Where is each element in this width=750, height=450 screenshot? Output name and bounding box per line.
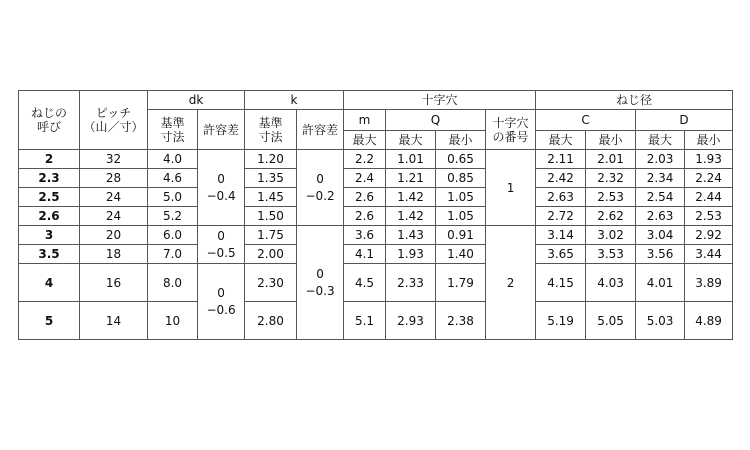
header-pitch: ピッチ （山／寸）	[80, 91, 148, 150]
cell-q-min: 1.05	[436, 188, 486, 207]
cell-c-max: 5.19	[536, 302, 586, 340]
cell-pitch: 24	[80, 207, 148, 226]
cell-d-max: 3.56	[636, 245, 685, 264]
cell-dk-tolerance: 0 −0.6	[198, 264, 245, 340]
cell-q-max: 1.21	[386, 169, 436, 188]
table-row	[19, 245, 733, 264]
cell-c-min: 4.03	[586, 264, 636, 302]
cell-m: 2.6	[344, 207, 386, 226]
cell-q-min: 1.05	[436, 207, 486, 226]
cell-dk: 10	[148, 302, 198, 340]
cell-c-max: 2.42	[536, 169, 586, 188]
cell-k: 1.75	[245, 226, 297, 245]
cell-q-max: 1.42	[386, 207, 436, 226]
screw-dimension-table	[18, 90, 733, 340]
cell-d-min: 2.44	[685, 188, 733, 207]
cell-m: 4.1	[344, 245, 386, 264]
cell-dk: 8.0	[148, 264, 198, 302]
cell-m: 2.4	[344, 169, 386, 188]
cell-c-max: 4.15	[536, 264, 586, 302]
header-dk-tolerance: 許容差	[198, 110, 245, 150]
header-thread-diameter: ねじ径	[536, 91, 733, 110]
cell-dk: 4.6	[148, 169, 198, 188]
cell-k-tolerance: 0 −0.3	[297, 226, 344, 340]
cell-d-min: 4.89	[685, 302, 733, 340]
header-m: m	[344, 110, 386, 131]
header-k-basic: 基準 寸法	[245, 110, 297, 150]
cell-d-max: 4.01	[636, 264, 685, 302]
table-row	[19, 264, 733, 302]
cell-dk-tolerance: 0 −0.4	[198, 150, 245, 226]
cell-pitch: 32	[80, 150, 148, 169]
cell-c-min: 3.02	[586, 226, 636, 245]
cell-m: 4.5	[344, 264, 386, 302]
cell-k: 2.00	[245, 245, 297, 264]
cell-c-min: 2.62	[586, 207, 636, 226]
cell-d-min: 2.92	[685, 226, 733, 245]
cell-size: 2	[19, 150, 80, 169]
cell-d-min: 1.93	[685, 150, 733, 169]
cell-recess-number: 2	[486, 226, 536, 340]
table-row	[19, 302, 733, 340]
cell-d-max: 2.54	[636, 188, 685, 207]
cell-q-min: 0.91	[436, 226, 486, 245]
table-row	[19, 169, 733, 188]
cell-c-max: 3.14	[536, 226, 586, 245]
cell-c-min: 2.32	[586, 169, 636, 188]
cell-c-min: 2.53	[586, 188, 636, 207]
cell-c-min: 2.01	[586, 150, 636, 169]
cell-k: 1.20	[245, 150, 297, 169]
cell-q-max: 2.33	[386, 264, 436, 302]
cell-size: 3.5	[19, 245, 80, 264]
cell-q-min: 1.40	[436, 245, 486, 264]
cell-c-max: 2.11	[536, 150, 586, 169]
header-nominal: ねじの 呼び	[19, 91, 80, 150]
header-q: Q	[386, 110, 486, 131]
cell-pitch: 20	[80, 226, 148, 245]
header-d-min: 最小	[685, 131, 733, 150]
header-d-max: 最大	[636, 131, 685, 150]
cell-q-max: 1.01	[386, 150, 436, 169]
cell-size: 2.3	[19, 169, 80, 188]
cell-q-max: 2.93	[386, 302, 436, 340]
cell-q-min: 1.79	[436, 264, 486, 302]
cell-k-tolerance: 0 −0.2	[297, 150, 344, 226]
cell-d-max: 3.04	[636, 226, 685, 245]
header-dk-basic: 基準 寸法	[148, 110, 198, 150]
cell-size: 2.5	[19, 188, 80, 207]
header-q-max: 最大	[386, 131, 436, 150]
header-d: D	[636, 110, 733, 131]
header-k-tolerance: 許容差	[297, 110, 344, 150]
cell-m: 2.6	[344, 188, 386, 207]
cell-m: 5.1	[344, 302, 386, 340]
cell-d-max: 2.63	[636, 207, 685, 226]
cell-q-min: 0.65	[436, 150, 486, 169]
cell-c-min: 5.05	[586, 302, 636, 340]
header-m-max: 最大	[344, 131, 386, 150]
cell-pitch: 18	[80, 245, 148, 264]
cell-dk: 4.0	[148, 150, 198, 169]
cell-d-max: 2.03	[636, 150, 685, 169]
table-row	[19, 226, 733, 245]
cell-pitch: 16	[80, 264, 148, 302]
cell-dk: 5.2	[148, 207, 198, 226]
cell-c-min: 3.53	[586, 245, 636, 264]
table-row	[19, 207, 733, 226]
cell-q-max: 1.43	[386, 226, 436, 245]
cell-d-max: 5.03	[636, 302, 685, 340]
cell-q-min: 2.38	[436, 302, 486, 340]
cell-q-min: 0.85	[436, 169, 486, 188]
cell-c-max: 3.65	[536, 245, 586, 264]
cell-dk: 6.0	[148, 226, 198, 245]
cell-size: 5	[19, 302, 80, 340]
cell-q-max: 1.42	[386, 188, 436, 207]
cell-d-min: 3.44	[685, 245, 733, 264]
cell-pitch: 28	[80, 169, 148, 188]
cell-dk-tolerance: 0 −0.5	[198, 226, 245, 264]
table-row	[19, 150, 733, 169]
cell-size: 3	[19, 226, 80, 245]
cell-k: 2.30	[245, 264, 297, 302]
cell-c-max: 2.72	[536, 207, 586, 226]
cell-m: 2.2	[344, 150, 386, 169]
cell-size: 2.6	[19, 207, 80, 226]
cell-k: 1.50	[245, 207, 297, 226]
cell-c-max: 2.63	[536, 188, 586, 207]
cell-q-max: 1.93	[386, 245, 436, 264]
cell-k: 2.80	[245, 302, 297, 340]
cell-recess-number: 1	[486, 150, 536, 226]
cell-dk: 7.0	[148, 245, 198, 264]
header-c-max: 最大	[536, 131, 586, 150]
cell-pitch: 24	[80, 188, 148, 207]
cell-k: 1.45	[245, 188, 297, 207]
table-row	[19, 188, 733, 207]
cell-dk: 5.0	[148, 188, 198, 207]
cell-k: 1.35	[245, 169, 297, 188]
cell-pitch: 14	[80, 302, 148, 340]
cell-d-min: 2.53	[685, 207, 733, 226]
header-c: C	[536, 110, 636, 131]
header-cross-recess: 十字穴	[344, 91, 536, 110]
cell-d-max: 2.34	[636, 169, 685, 188]
cell-d-min: 2.24	[685, 169, 733, 188]
header-q-min: 最小	[436, 131, 486, 150]
header-k: k	[245, 91, 344, 110]
header-dk: dk	[148, 91, 245, 110]
header-c-min: 最小	[586, 131, 636, 150]
cell-m: 3.6	[344, 226, 386, 245]
cell-size: 4	[19, 264, 80, 302]
cell-d-min: 3.89	[685, 264, 733, 302]
header-recess-number: 十字穴 の番号	[486, 110, 536, 150]
